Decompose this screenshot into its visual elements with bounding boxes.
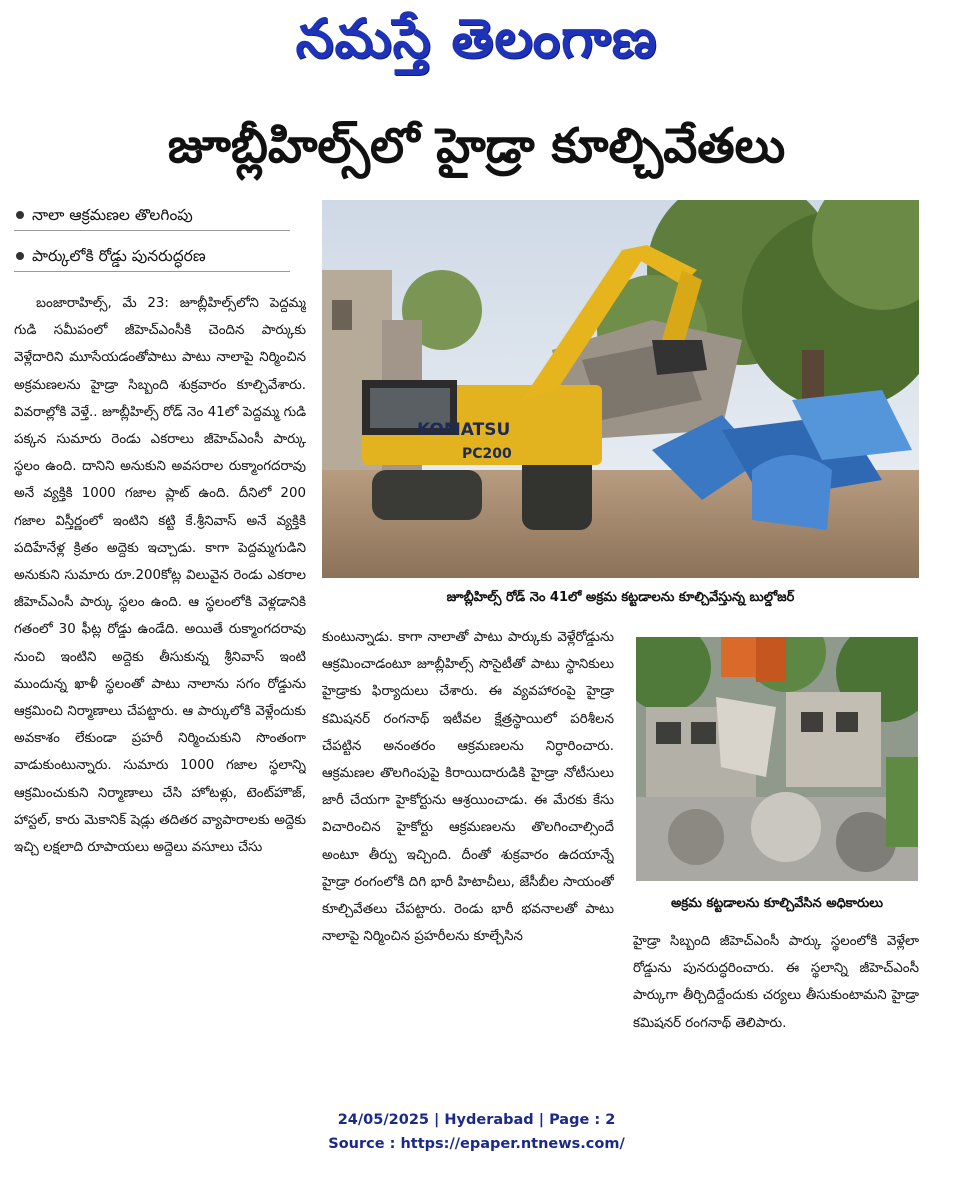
- subhead-2: [14, 241, 290, 272]
- demolition-aerial-illustration: [636, 637, 918, 881]
- demolished-buildings-photo: [636, 637, 918, 881]
- excavator-demolition-photo: [322, 200, 919, 578]
- footer-date-page: 24/05/2025 | Hyderabad | Page : 2: [337, 1112, 616, 1128]
- excavator-scene-illustration: [322, 200, 919, 578]
- small-photo-caption: అక్రమ కట్టడాలను కూల్చివేసిన అధికారులు: [671, 896, 883, 911]
- bullet-icon: [16, 211, 24, 219]
- article-column-1: బంజారాహిల్స్, మే 23: జూబ్లీహిల్స్‌లోని పెద్దమ్మ గుడి సమీపంలో జీహెచ్‌ఎంసీకి చెందిన పార్కుకు వెళ్లేదారిని మూసేయడంతోపాటు పాటు నాలాపై నిర్మించిన అక్రమణలను హైడ్రా సిబ్బంది శుక్రవారం కూల్చివేశారు. వివరాల్లోకి వెళ్తే.. జూబ్లీహిల్స్ రోడ్ నెం 41లో పెద్దమ్మ గుడి పక్కన సుమారు రెండు ఎకరాలు జీహెచ్‌ఎంసీ పార్కు స్థలం ఉంది. దానిని అనుకుని అవసరాల రుక్మాంగదరావు అనే వ్యక్తికి 1000 గజాల ప్లాట్ ఉంది. దీనిలో 200 గజాల విస్తీర్ణంలో ఇంటిని కట్టి కే.శ్రీనివాస్ అనే వ్యక్తికి పదిహేనేళ్ల క్రితం అద్దెకు ఇచ్చాడు. కాగా పెద్దమ్మగుడిని అనుకుని సుమారు రూ.200కోట్ల విలువైన రెండు ఎకరాల జీహెచ్‌ఎంసీ పార్కు స్థలం ఉంది. ఆ స్థలంలోకి వెళ్లడానికి గతంలో 30 ఫీట్ల రోడ్డు ఉండేది. అయితే రుక్మాంగదరావు నుంచి ఇంటిని అద్దెకు తీసుకున్న శ్రీనివాస్ ఇంటి ముందున్న ఖాళీ స్థలంతో పాటు నాలాను సగం రోడ్డును ఆక్రమించి నిర్మాణాలు చేపట్టారు. ఆ పార్కులోకి వెళ్లేందుకు అవకాశం లేకుండా ప్రహరీ నిర్మించుకుని సొంతంగా వాడుకుంటున్నారు. సుమారు 1000 గజాల స్థలాన్ని ఆక్రమించుకుని నిర్మాణాలు చేసి హోటళ్లు, టెంట్‌హౌజ్, హాస్టల్, కారు మెకానిక్ షెడ్లు తదితర వ్యాపారాలకు అద్దెకు ఇచ్చి లక్షలాది రూపాయలు అద్దెలు వసూలు చేసు: [14, 296, 306, 856]
- bullet-icon: [16, 252, 24, 260]
- article-column-3: హైడ్రా సిబ్బంది జీహెచ్‌ఎంసీ పార్కు స్థలంలోకి వెళ్లేలా రోడ్డును పునరుద్ధరించారు. ఈ స్థలాన్ని జీహెచ్‌ఎంసీ పార్కుగా తీర్చిదిద్దేందుకు చర్యలు తీసుకుంటామని హైడ్రా కమిషనర్ రంగనాథ్ తెలిపారు.: [633, 934, 919, 1031]
- machine-brand-label: KOMATSU: [417, 420, 511, 440]
- machine-model-label: PC200: [462, 446, 512, 462]
- newspaper-masthead: నమస్తే తెలంగాణ: [295, 7, 658, 70]
- subhead-1: [14, 200, 290, 231]
- footer-source: Source : https://epaper.ntnews.com/: [328, 1136, 625, 1152]
- main-photo-caption: జూబ్లీహిల్స్ రోడ్ నెం 41లో అక్రమ కట్టడాలను కూల్చివేస్తున్న బుల్డోజర్: [446, 590, 795, 605]
- article-column-2: కుంటున్నాడు. కాగా నాలాతో పాటు పార్కుకు వెళ్లేరోడ్డును ఆక్రమించాడంటూ జూబ్లీహిల్స్ సొసైటీతో పాటు స్థానికులు హైడ్రాకు ఫిర్యాదులు చేశారు. ఈ వ్యవహారంపై హైడ్రా కమిషనర్ రంగనాథ్ ఇటీవల క్షేత్రస్థాయిలో పరిశీలన చేపట్టిన అనంతరం ఆక్రమణలను నిర్ధారించారు. ఆక్రమణల తొలగింపుపై కిరాయిదారుడికి హైడ్రా నోటీసులు జారీ చేయగా హైకోర్టును ఆశ్రయించాడు. ఈ మేరకు కేసు విచారించిన హైకోర్టు ఆక్రమణలను తొలగించాల్సిందే అంటూ తీర్పు ఇచ్చింది. దీంతో శుక్రవారం ఉదయాన్నే హైడ్రా రంగంలోకి దిగి భారీ హిటాచీలు, జేసీబీల సాయంతో కూల్చివేతలు చేపట్టారు. రెండు భారీ భవనాలతో పాటు నాలాపై నిర్మించిన ప్రహరీలను కూల్చేసిన: [322, 630, 614, 945]
- subhead-2-text: పార్కులోకి రోడ్డు పునరుద్ధరణ: [32, 247, 206, 265]
- subhead-1-text: నాలా ఆక్రమణల తొలగింపు: [32, 206, 193, 224]
- article-headline: జూబ్లీహిల్స్‌లో హైడ్రా కూల్చివేతలు: [167, 118, 786, 174]
